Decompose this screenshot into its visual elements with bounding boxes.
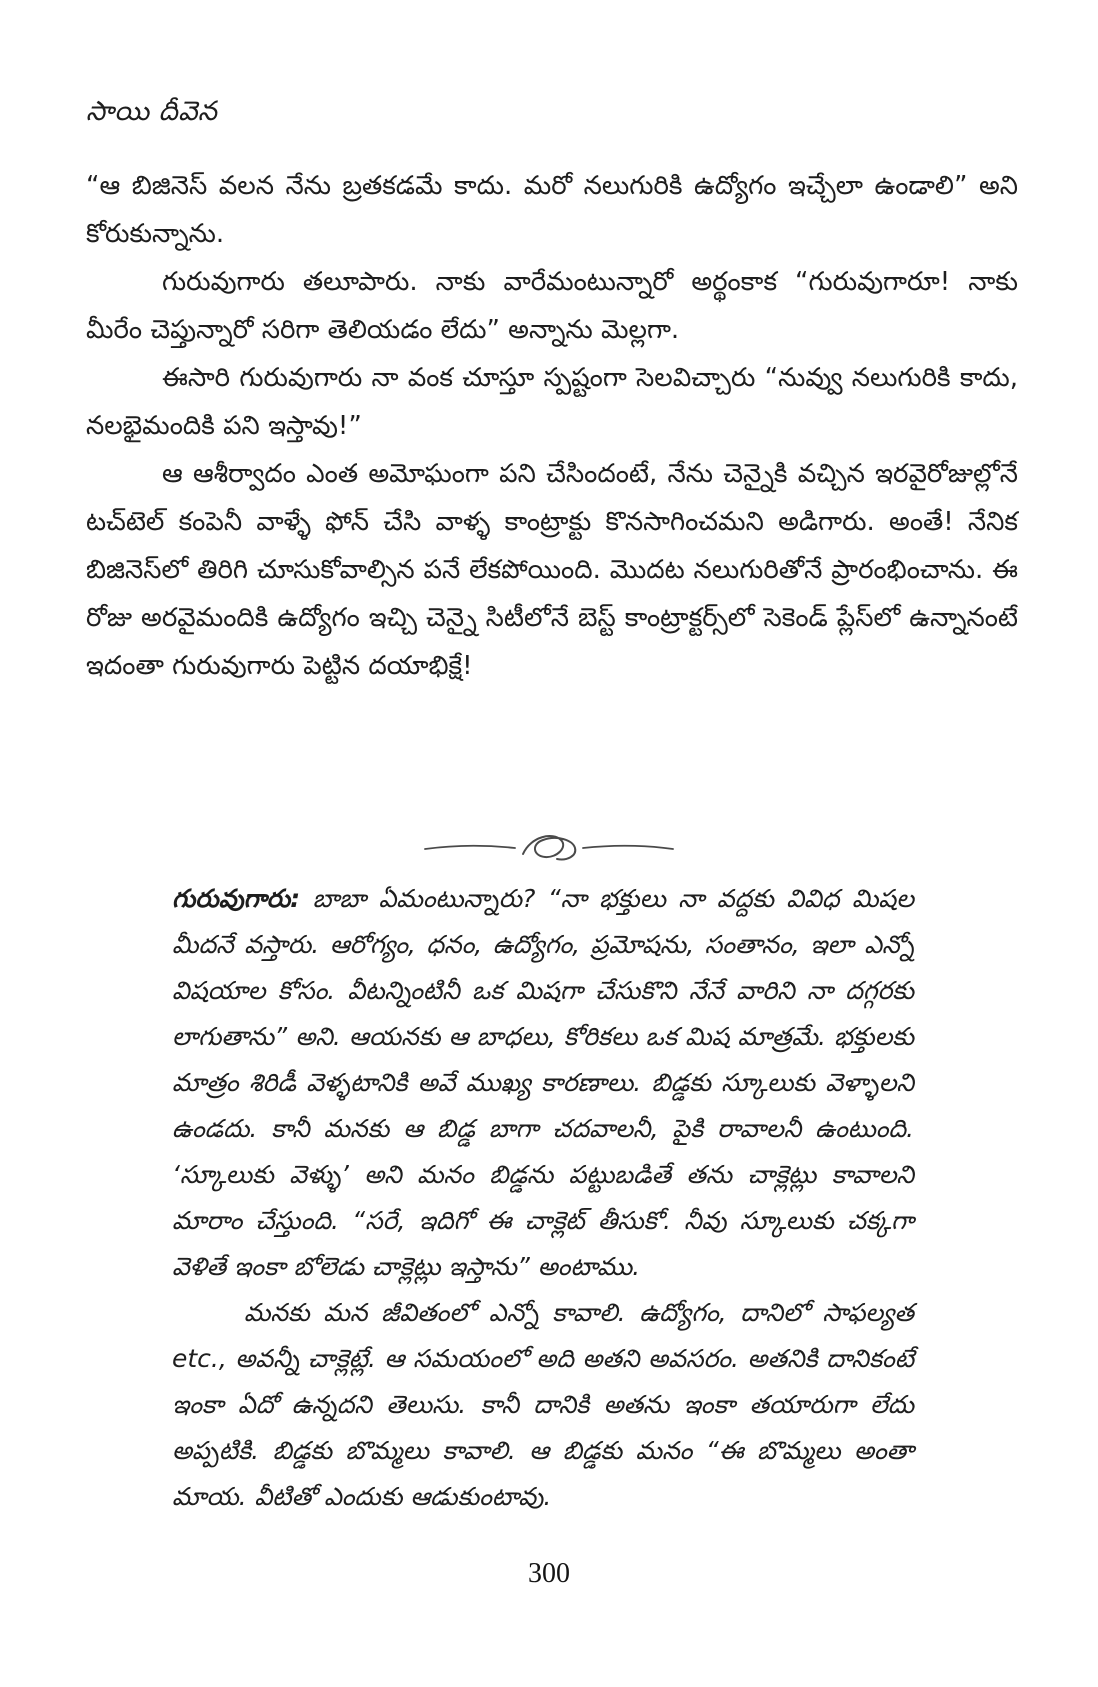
section-divider [0, 828, 1098, 868]
flourish-divider-icon [419, 828, 679, 868]
paragraph-4: ఆ ఆశీర్వాదం ఎంత అమోఘంగా పని చేసిందంటే, నేను చెన్నైకి వచ్చిన ఇరవైరోజుల్లోనే టచ్‌టెల్ కంపెనీ వాళ్ళే ఫోన్ చేసి వాళ్ళ కాంట్రాక్టు కొనసాగించమని అడిగారు. అంతే! నేనిక బిజినెస్‌లో తిరిగి చూసుకోవాల్సిన పనే లేకపోయింది. మొదట నలుగురితోనే ప్రారంభించాను. ఈ రోజు అరవైమందికి ఉద్యోగం ఇచ్చి చెన్నై సిటీలోనే బెస్ట్ కాంట్రాక్టర్స్‌లో సెకెండ్ ప్లేస్‌లో ఉన్నానంటే ఇదంతా గురువుగారు పెట్టిన దయాభిక్షే! [86, 459, 1018, 681]
quote-paragraph-2: మనకు మన జీవితంలో ఎన్నో కావాలి. ఉద్యోగం, దానిలో సాఫల్యత etc., అవన్నీ చాక్లెట్లే. ఆ సమయంలో అది అతని అవసరం. అతనికి దానికంటే ఇంకా ఏదో ఉన్నదని తెలుసు. కానీ దానికి అతను ఇంకా తయారుగా లేదు అప్పటికి. బిడ్డకు బొమ్మలు కావాలి. ఆ బిడ్డకు మనం “ఈ బొమ్మలు అంతా మాయ. వీటితో ఎందుకు ఆడుకుంటావు. [172, 1298, 914, 1511]
quote-paragraph-1 [172, 876, 914, 1290]
quote-text: బాబా ఏమంటున్నారు? “నా భక్తులు నా వద్దకు వివిధ మిషల మీదనే వస్తారు. ఆరోగ్యం, ధనం, ఉద్యోగం, ప్రమోషను, సంతానం, ఇలా ఎన్నో విషయాల కోసం. వీటన్నింటినీ ఒక మిషగా చేసుకొని నేనే వారిని నా దగ్గరకు లాగుతాను” అని. ఆయనకు ఆ బాధలు, కోరికలు ఒక మిష మాత్రమే. భక్తులకు మాత్రం శిరిడీ వెళ్ళటానికి అవే ముఖ్య కారణాలు. బిడ్డకు స్కూలుకు వెళ్ళాలని ఉండదు. కానీ మనకు ఆ బిడ్డ బాగా చదవాలనీ, పైకి రావాలనీ ఉంటుంది. ‘స్కూలుకు వెళ్ళు’ అని మనం బిడ్డను పట్టుబడితే తను చాక్లెట్లు కావాలని మారాం చేస్తుంది. “సరే, ఇదిగో ఈ చాక్లెట్ తీసుకో. నీవు స్కూలుకు చక్కగా వెళితే ఇంకా బోలెడు చాక్లెట్లు ఇస్తాను” అంటాము. [172, 884, 914, 1281]
main-text-block [86, 162, 1018, 690]
running-header: సాయి దీవెన [86, 96, 218, 127]
paragraph-3: ఈసారి గురువుగారు నా వంక చూస్తూ స్పష్టంగా సెలవిచ్చారు “నువ్వు నలుగురికి కాదు, నలభైమందికి పని ఇస్తావు!” [86, 363, 1018, 441]
paragraph-1: “ఆ బిజినెస్ వలన నేను బ్రతకడమే కాదు. మరో నలుగురికి ఉద్యోగం ఇచ్చేలా ఉండాలి” అని కోరుకున్నాను. [86, 171, 1018, 249]
page-number: 300 [528, 1558, 570, 1589]
paragraph-2: గురువుగారు తలూపారు. నాకు వారేమంటున్నారో అర్థంకాక “గురువుగారూ! నాకు మీరేం చెప్తున్నారో సరిగా తెలియడం లేదు” అన్నాను మెల్లగా. [86, 267, 1018, 345]
speaker-label: గురువుగారు: [172, 884, 301, 913]
quote-block [172, 876, 914, 1520]
